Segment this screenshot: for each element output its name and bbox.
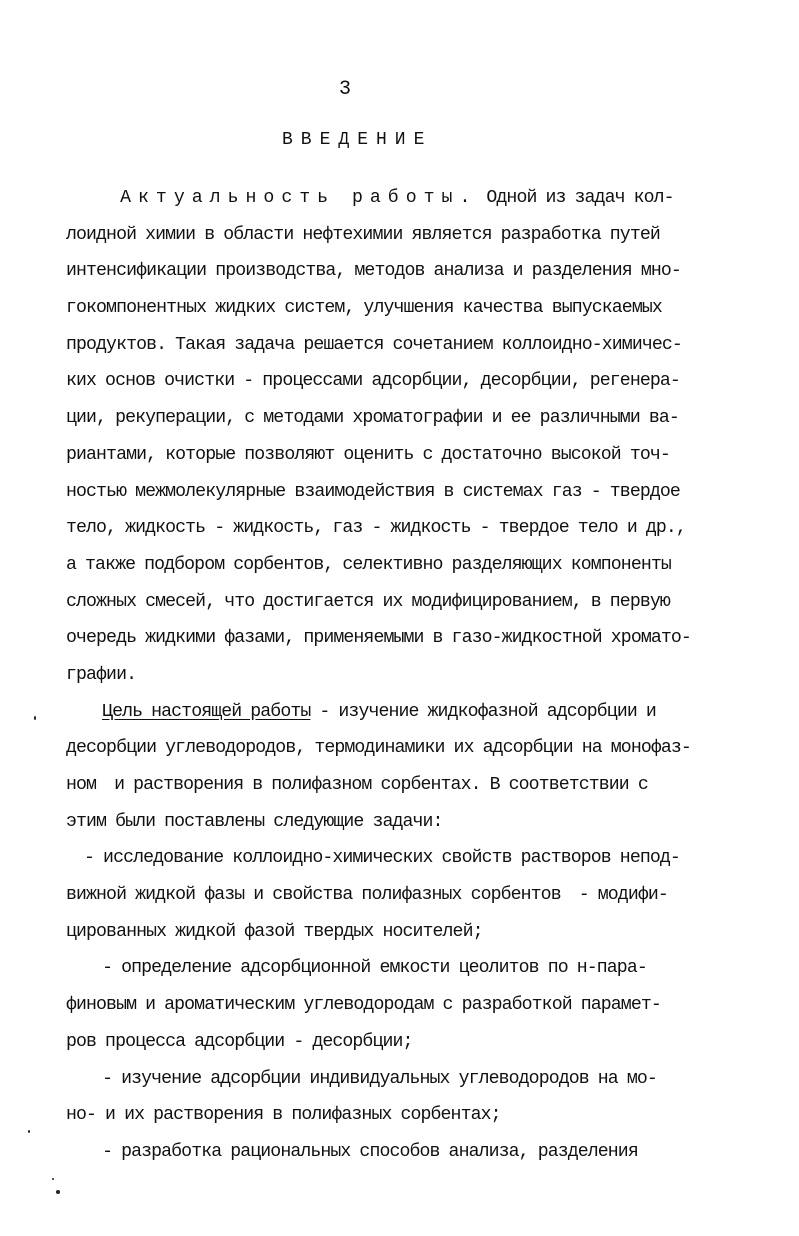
scan-speck <box>52 1178 54 1180</box>
text-line: десорбции углеводородов, термодинамики их адсорбции на монофаз- <box>66 738 691 759</box>
text-line: ров процесса адсорбции - десорбции; <box>66 1031 413 1052</box>
text-line: Цель настоящей работы - изучение жидкофазной адсорбции и <box>102 701 656 722</box>
page-number: 3 <box>338 78 351 101</box>
body-text <box>66 180 756 1171</box>
text-line: ностью межмолекулярные взаимодействия в системах газ - твердое <box>66 481 680 502</box>
text-line: вижной жидкой фазы и свойства полифазных сорбентов - модифи- <box>66 885 668 906</box>
relevance-label: Актуальность работы. <box>120 188 478 208</box>
text-line: ном и растворения в полифазном сорбентах. В соответствии с <box>66 775 648 795</box>
text-line: лоидной химии в области нефтехимии является разработка путей <box>66 224 660 245</box>
text-line: - изучение адсорбции индивидуальных углеводородов на мо- <box>102 1068 657 1089</box>
text-line: интенсификации производства, методов анализа и разделения мно- <box>66 261 681 282</box>
text-line: графии. <box>66 664 137 685</box>
text-line: сложных смесей, что достигается их модифицированием, в первую <box>66 591 670 612</box>
scan-speck <box>56 1190 60 1194</box>
text-line: - разработка рациональных способов анализа, разделения <box>102 1141 638 1162</box>
text-line: - исследование коллоидно-химических свойств растворов непод- <box>84 848 680 869</box>
text-line: Актуальность работы. Одной из задач кол- <box>120 188 674 208</box>
text-line: а также подбором сорбентов, селективно разделяющих компоненты <box>66 554 671 575</box>
text-line: - определение адсорбционной емкости цеолитов по н-пара- <box>102 958 647 979</box>
section-heading: ВВЕДЕНИЕ <box>282 130 433 150</box>
text-line: но- и их растворения в полифазных сорбентах; <box>66 1105 501 1126</box>
text-line: ции, рекуперации, с методами хроматографии и ее различными ва- <box>66 408 679 429</box>
text-line: продуктов. Такая задача решается сочетанием коллоидно-химичес- <box>66 334 682 355</box>
scan-speck <box>34 716 36 720</box>
goal-label: Цель настоящей работы <box>102 701 311 722</box>
text-line: риантами, которые позволяют оценить с достаточно высокой точ- <box>66 444 670 465</box>
text-line: тело, жидкость - жидкость, газ - жидкость - твердое тело и др., <box>66 518 686 539</box>
text-line: гокомпонентных жидких систем, улучшения качества выпускаемых <box>66 298 662 319</box>
text-line: этим были поставлены следующие задачи: <box>66 811 443 832</box>
scan-speck <box>28 1130 30 1133</box>
text-line: очередь жидкими фазами, применяемыми в газо-жидкостной хромато- <box>66 628 691 649</box>
text-line: финовым и ароматическим углеводородам с разработкой парамет- <box>66 995 661 1016</box>
text-line: ких основ очистки - процессами адсорбции, десорбции, регенера- <box>66 371 680 392</box>
text-line: цированных жидкой фазой твердых носителей; <box>66 921 483 942</box>
